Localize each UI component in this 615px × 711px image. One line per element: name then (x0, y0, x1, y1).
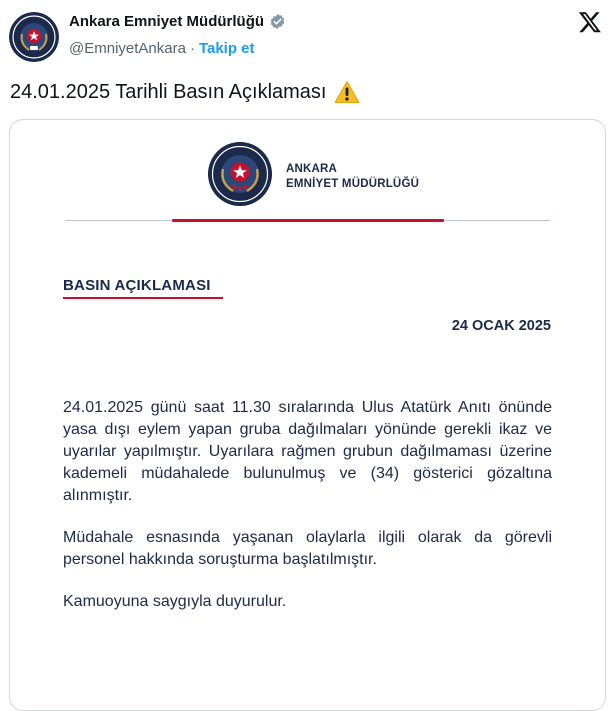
account-handle[interactable]: @EmniyetAnkara (69, 40, 186, 57)
tweet-text (10, 80, 360, 104)
document-body (63, 397, 552, 613)
profile-avatar[interactable] (9, 12, 59, 62)
document-date: 24 OCAK 2025 (451, 318, 551, 334)
account-handle-row (69, 40, 255, 57)
body-paragraph-3: Kamuoyuna saygıyla duyurulur. (63, 593, 287, 610)
follow-button[interactable]: Takip et (198, 40, 255, 57)
org-name-line-1: ANKARA (286, 163, 338, 175)
document-title: BASIN AÇIKLAMASI (63, 277, 211, 294)
police-emblem-icon (207, 141, 273, 207)
body-paragraph-1: 24.01.2025 günü saat 11.30 sıralarında Ulus Atatürk Anıtı önünde yasa dışı eylem yapan gruba dağılmaları yönünde gerekli ikaz ve uyarılar yapılmıştır. Uyarılara rağmen grubun dağılmaması üzerine kademeli müdahalede bulunulmuş ve (34) gösterici gözaltına alınmıştır. (63, 399, 552, 504)
header-divider-accent (172, 219, 444, 222)
police-emblem-avatar-icon (9, 12, 59, 62)
tweet-header (0, 0, 615, 70)
account-display-name[interactable]: Ankara Emniyet Müdürlüğü (69, 13, 265, 30)
tweet-text-content: 24.01.2025 Tarihli Basın Açıklaması (10, 80, 327, 103)
account-name-row (69, 13, 286, 30)
title-underline (63, 297, 223, 299)
verified-badge-icon (269, 13, 286, 30)
x-logo-icon[interactable] (578, 10, 602, 34)
warning-emoji-icon (334, 80, 360, 104)
press-release-image[interactable] (9, 119, 606, 711)
separator-dot: · (189, 40, 195, 57)
org-name-line-2: EMNİYET MÜDÜRLÜĞÜ (286, 178, 420, 190)
body-paragraph-2: Müdahale esnasında yaşanan olaylarla ilgili olarak da görevli personel hakkında soruşturma başlatılmıştır. (63, 529, 552, 568)
